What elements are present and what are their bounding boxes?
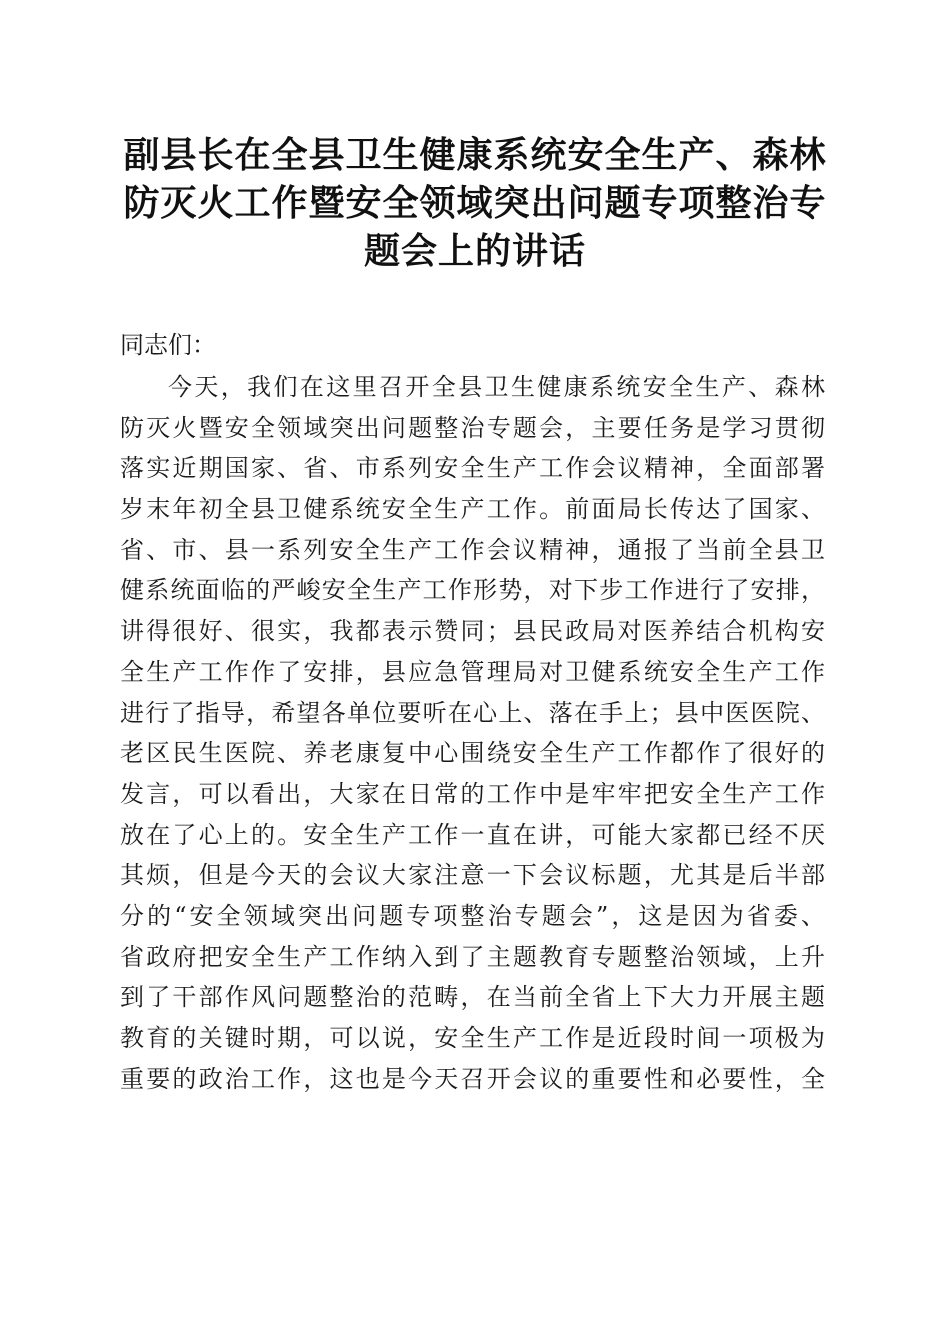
- paragraph-line: 其烦，但是今天的会议大家注意一下会议标题，尤其是后半部: [120, 861, 825, 890]
- paragraph-line: 发言，可以看出，大家在日常的工作中是牢牢把安全生产工作: [120, 779, 825, 808]
- paragraph-line: 教育的关键时期，可以说，安全生产工作是近段时间一项极为: [120, 1024, 825, 1052]
- paragraph-line: 防灭火暨安全领域突出问题整治专题会，主要任务是学习贯彻: [120, 413, 825, 442]
- paragraph-line: 分的“安全领域突出问题专项整治专题会”，这是因为省委、: [120, 901, 825, 930]
- paragraph-line: 老区民生医院、养老康复中心围绕安全生产工作都作了很好的: [120, 739, 825, 768]
- paragraph-line: 落实近期国家、省、市系列安全生产工作会议精神，全面部署: [120, 454, 825, 483]
- paragraph-line: 省政府把安全生产工作纳入到了主题教育专题整治领域，上升: [120, 942, 825, 971]
- paragraph-line: 到了干部作风问题整治的范畴，在当前全省上下大力开展主题: [120, 983, 825, 1012]
- paragraph-line: 全生产工作作了安排，县应急管理局对卫健系统安全生产工作: [120, 657, 825, 686]
- paragraph-line: 进行了指导，希望各单位要听在心上、落在手上；县中医医院、: [120, 698, 825, 727]
- salutation: 同志们：: [120, 331, 216, 359]
- document-body: [120, 325, 825, 1099]
- paragraph-line: 讲得很好、很实，我都表示赞同；县民政局对医养结合机构安: [120, 617, 825, 646]
- document-title: 副县长在全县卫生健康系统安全生产、森林防灭火工作暨安全领域突出问题专项整治专题会上的讲话: [123, 134, 827, 272]
- paragraph-line: 岁末年初全县卫健系统安全生产工作。前面局长传达了国家、: [120, 495, 825, 524]
- paragraph-line: 省、市、县一系列安全生产工作会议精神，通报了当前全县卫: [120, 535, 825, 564]
- paragraph-line: 今天，我们在这里召开全县卫生健康系统安全生产、森林: [168, 373, 825, 401]
- paragraph-line: 放在了心上的。安全生产工作一直在讲，可能大家都已经不厌: [120, 820, 825, 849]
- paragraph-line: 重要的政治工作，这也是今天召开会议的重要性和必要性，全: [120, 1064, 825, 1093]
- paragraph-line: 健系统面临的严峻安全生产工作形势，对下步工作进行了安排，: [120, 576, 825, 605]
